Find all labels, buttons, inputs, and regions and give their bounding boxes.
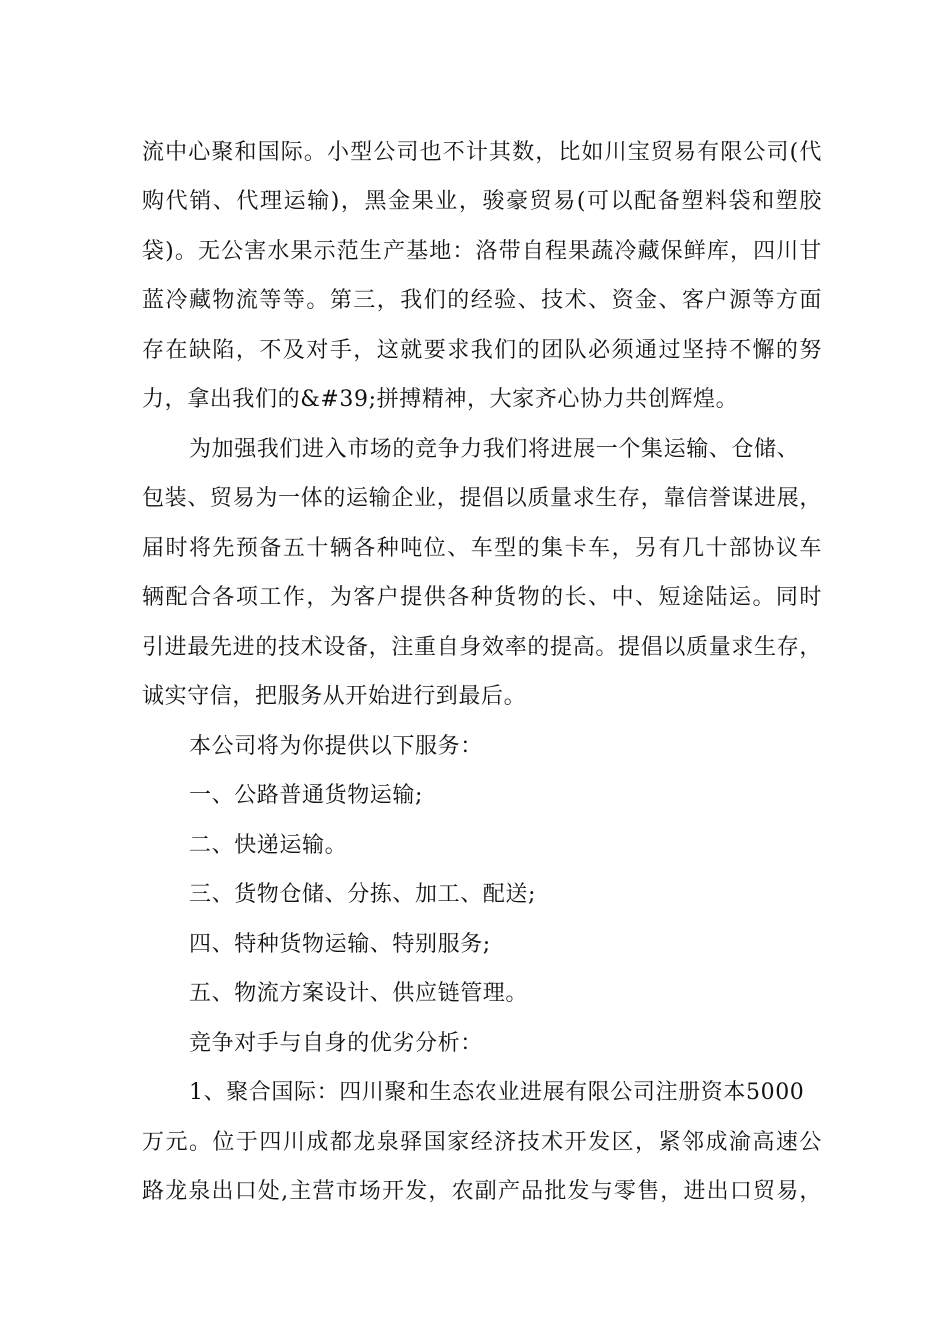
text-line: 包装、贸易为一体的运输企业，提倡以质量求生存，靠信誉谋进展， bbox=[142, 486, 822, 511]
text-line: 1、聚合国际：四川聚和生态农业进展有限公司注册资本5000 bbox=[189, 1080, 805, 1105]
text-line: 本公司将为你提供以下服务： bbox=[189, 734, 483, 759]
list-item: 一、公路普通货物运输; bbox=[189, 783, 424, 808]
text-line: 竞争对手与自身的优劣分析： bbox=[189, 1031, 483, 1056]
text-line: 辆配合各项工作，为客户提供各种货物的长、中、短途陆运。同时 bbox=[142, 585, 822, 610]
list-item: 四、特种货物运输、特别服务; bbox=[189, 932, 491, 957]
text-line: 届时将先预备五十辆各种吨位、车型的集卡车，另有几十部协议车 bbox=[142, 536, 822, 561]
text-line: 为加强我们进入市场的竞争力我们将进展一个集运输、仓储、 bbox=[189, 437, 800, 462]
text-line: 袋)。无公害水果示范生产基地：洛带自程果蔬冷藏保鲜库，四川甘 bbox=[142, 239, 822, 264]
text-line: 购代销、代理运输)，黑金果业，骏豪贸易(可以配备塑料袋和塑胶 bbox=[142, 189, 822, 214]
text-line: 存在缺陷，不及对手，这就要求我们的团队必须通过坚持不懈的努 bbox=[142, 338, 822, 363]
text-line: 诚实守信，把服务从开始进行到最后。 bbox=[142, 684, 527, 709]
text-line: 路龙泉出口处,主营市场开发，农副产品批发与零售，进出口贸易， bbox=[142, 1179, 822, 1204]
text-line: 蓝冷藏物流等等。第三，我们的经验、技术、资金、客户源等方面 bbox=[142, 288, 822, 313]
list-item: 五、物流方案设计、供应链管理。 bbox=[189, 981, 529, 1006]
list-item: 二、快递运输。 bbox=[189, 833, 348, 858]
text-line: 力，拿出我们的&#39;拼搏精神，大家齐心协力共创辉煌。 bbox=[142, 387, 739, 412]
list-item: 三、货物仓储、分拣、加工、配送; bbox=[189, 882, 537, 907]
text-line: 万元。位于四川成都龙泉驿国家经济技术开发区，紧邻成渝高速公 bbox=[142, 1130, 822, 1155]
text-line: 流中心聚和国际。小型公司也不计其数，比如川宝贸易有限公司(代 bbox=[142, 140, 822, 165]
text-line: 引进最先进的技术设备，注重自身效率的提高。提倡以质量求生存， bbox=[142, 635, 822, 660]
